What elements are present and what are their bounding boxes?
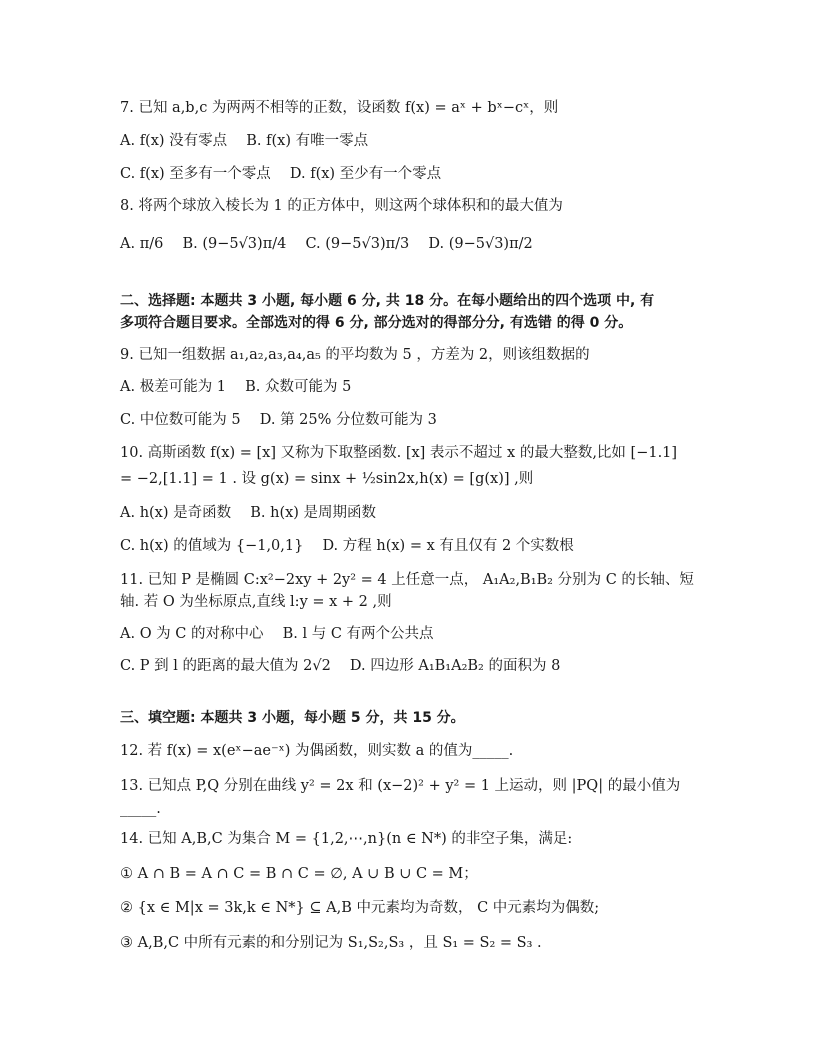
q11-stem-line2: 轴. 若 O 为坐标原点,直线 l:y = x + 2 ,则	[120, 594, 392, 610]
section2-heading-line1: 二、选择题: 本题共 3 小题, 每小题 6 分, 共 18 分。在每小题给出的四个选项 中, 有	[120, 293, 655, 309]
q10-options-ab: A. h(x) 是奇函数 B. h(x) 是周期函数	[120, 505, 377, 521]
q14-stem: 14. 已知 A,B,C 为集合 M = {1,2,⋯,n}(n ∈ N*) 的非空子集，满足:	[120, 831, 573, 847]
q14-condition-1: ① A ∩ B = A ∩ C = B ∩ C = ∅, A ∪ B ∪ C = M；	[120, 866, 478, 882]
section3-heading: 三、填空题: 本题共 3 小题，每小题 5 分，共 15 分。	[120, 710, 465, 726]
section2-heading-line2: 多项符合题目要求。全部选对的得 6 分, 部分选对的得部分分, 有选错 的得 0 分。	[120, 315, 633, 331]
q7-stem: 7. 已知 a,b,c 为两两不相等的正数，设函数 f(x) = aˣ + bˣ−cˣ，则	[120, 100, 559, 116]
q14-condition-2: ② {x ∈ M|x = 3k,k ∈ N*} ⊆ A,B 中元素均为奇数， C 中元素均为偶数;	[120, 900, 600, 916]
q11-options-ab: A. O 为 C 的对称中心 B. l 与 C 有两个公共点	[120, 626, 434, 642]
q14-condition-3: ③ A,B,C 中所有元素的和分别记为 S₁,S₂,S₃ ，且 S₁ = S₂ = S₃ .	[120, 935, 542, 951]
q10-stem-line2: = −2,[1.1] = 1 . 设 g(x) = sinx + ½sin2x,h(x) = [g(x)] ,则	[120, 471, 534, 487]
q8-options: A. π/6 B. (9−5√3)π/4 C. (9−5√3)π/3 D. (9−5√3)π/2	[120, 236, 533, 252]
q12-stem: 12. 若 f(x) = x(eˣ−ae⁻ˣ) 为偶函数，则实数 a 的值为_____.	[120, 743, 514, 759]
q7-options-cd: C. f(x) 至多有一个零点 D. f(x) 至少有一个零点	[120, 166, 442, 182]
q9-stem: 9. 已知一组数据 a₁,a₂,a₃,a₄,a₅ 的平均数为 5 ，方差为 2，则该组数据的	[120, 347, 590, 363]
q9-options-cd: C. 中位数可能为 5 D. 第 25% 分位数可能为 3	[120, 412, 437, 428]
q13-stem-line1: 13. 已知点 P,Q 分别在曲线 y² = 2x 和 (x−2)² + y² = 1 上运动，则 |PQ| 的最小值为	[120, 778, 681, 794]
q7-options-ab: A. f(x) 没有零点 B. f(x) 有唯一零点	[120, 133, 369, 149]
q13-stem-line2: _____.	[120, 801, 161, 817]
q8-stem: 8. 将两个球放入棱长为 1 的正方体中，则这两个球体积和的最大值为	[120, 198, 563, 214]
q11-stem-line1: 11. 已知 P 是椭圆 C:x²−2xy + 2y² = 4 上任意一点， A₁A₂,B₁B₂ 分别为 C 的长轴、短	[120, 572, 694, 588]
q10-options-cd: C. h(x) 的值域为 {−1,0,1} D. 方程 h(x) = x 有且仅有 2 个实数根	[120, 538, 574, 554]
q9-options-ab: A. 极差可能为 1 B. 众数可能为 5	[120, 379, 352, 395]
q11-options-cd: C. P 到 l 的距离的最大值为 2√2 D. 四边形 A₁B₁A₂B₂ 的面积为 8	[120, 658, 561, 674]
q10-stem-line1: 10. 高斯函数 f(x) = [x] 又称为下取整函数. [x] 表示不超过 x 的最大整数,比如 [−1.1]	[120, 445, 678, 461]
